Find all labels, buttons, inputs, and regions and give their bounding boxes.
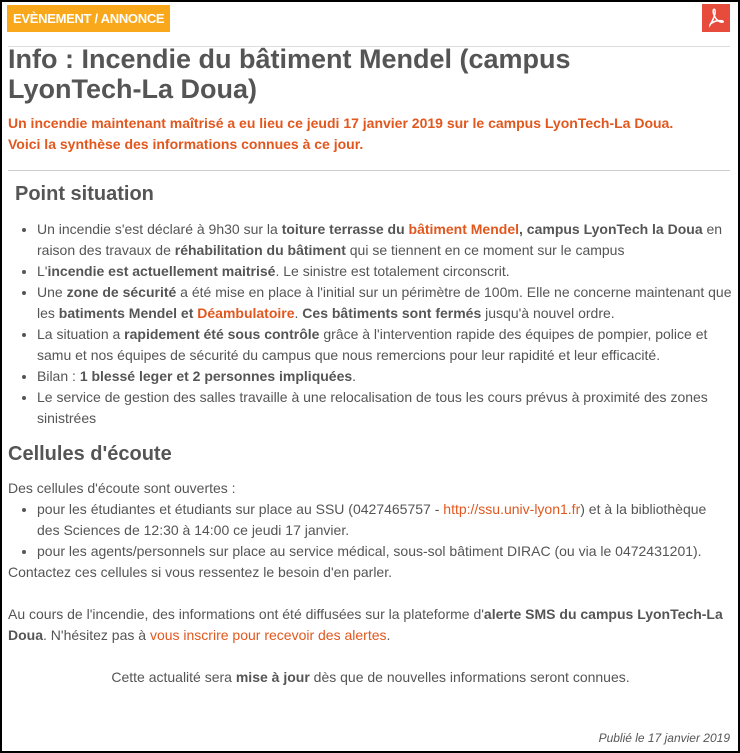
lead-line: Voici la synthèse des informations connues à ce jour. — [8, 136, 364, 152]
list-item — [37, 282, 732, 324]
text: Un incendie s'est déclaré à 9h30 sur la — [37, 221, 282, 237]
inline-link[interactable]: Déambulatoire — [197, 305, 295, 321]
section-heading-cellules: Cellules d'écoute — [8, 443, 172, 465]
inline-link[interactable]: vous inscrire pour recevoir des alertes — [149, 627, 387, 643]
inline-link[interactable]: bâtiment Mendel — [408, 221, 520, 237]
update-paragraph — [8, 667, 733, 688]
cellules-outro: Contactez ces cellules si vous ressentez le besoin d'en parler. — [8, 564, 392, 580]
bold-text: Ces bâtiments sont fermés — [302, 305, 482, 321]
pdf-icon — [707, 8, 725, 28]
divider — [8, 170, 730, 171]
list-item — [37, 219, 732, 261]
text: qui se tiennent en ce moment sur le campus — [345, 242, 625, 258]
text: pour les étudiantes et étudiants sur place au SSU (0427465757 - — [37, 501, 444, 517]
list-item — [37, 499, 732, 541]
pdf-export-button[interactable] — [702, 4, 730, 32]
list-item — [37, 366, 732, 387]
text: jusqu'à nouvel ordre. — [481, 305, 615, 321]
text: L' — [37, 263, 48, 279]
text: . — [352, 368, 357, 384]
text: Bilan : — [37, 368, 80, 384]
bold-text: batiments Mendel et — [58, 305, 198, 321]
inline-link[interactable]: http://ssu.univ-lyon1.fr — [443, 501, 581, 517]
text: . N'hésitez pas à — [43, 627, 150, 643]
text: a été mise en place à l'initial sur un périmètre de 100m. Elle ne concerne maintenant que les — [37, 284, 732, 321]
text: Une — [37, 284, 67, 300]
cellules-list — [20, 499, 732, 562]
text: dès que de nouvelles informations seront connues. — [309, 669, 630, 685]
bold-text: rapidement été sous contrôle — [124, 326, 320, 342]
section-heading-point-situation: Point situation — [15, 183, 154, 205]
text: Cette actualité sera — [111, 669, 236, 685]
text: pour les agents/personnels sur place au service médical, sous-sol bâtiment DIRAC (ou via le 0472431201). — [37, 543, 702, 559]
published-date: Publié le 17 janvier 2019 — [598, 731, 730, 745]
situation-list — [20, 219, 732, 429]
text: . Le sinistre est totalement circonscrit. — [275, 263, 510, 279]
text: ) et à la bibliothèque des Sciences de 12:30 à 14:00 ce jeudi 17 janvier. — [37, 501, 707, 538]
bold-text: réhabilitation du bâtiment — [174, 242, 346, 258]
text: grâce à l'intervention rapide des équipes de pompier, police et samu et nos équipes de sécurité du campus que nous remercions pour leur rapidité et leur efficacité. — [37, 326, 708, 363]
sms-paragraph — [8, 604, 733, 646]
page-title: Info : Incendie du bâtiment Mendel (campus LyonTech-La Doua) — [8, 44, 571, 104]
lead-line: Un incendie maintenant maîtrisé a eu lieu ce jeudi 17 janvier 2019 sur le campus LyonTech-La Doua. — [8, 115, 674, 131]
bold-text: alerte SMS du campus LyonTech-La Doua — [8, 606, 723, 643]
text: Le service de gestion des salles travaille à une relocalisation de tous les cours prévus à proximité des zones sinistrées — [37, 389, 708, 426]
text: . — [386, 627, 391, 643]
bold-text: toiture terrasse du — [281, 221, 409, 237]
list-item — [37, 324, 732, 366]
bold-text: mise à jour — [235, 669, 310, 685]
lead-text — [8, 113, 728, 155]
list-item — [37, 261, 732, 282]
bold-text: incendie est actuellement maitrisé — [47, 263, 276, 279]
text: La situation a — [37, 326, 125, 342]
category-badge[interactable]: EVÈNEMENT / ANNONCE — [7, 5, 170, 32]
text: en raison des travaux de — [37, 221, 723, 258]
list-item — [37, 541, 732, 562]
list-item — [37, 387, 732, 429]
cellules-intro: Des cellules d'écoute sont ouvertes : — [8, 480, 236, 496]
text: Au cours de l'incendie, des informations ont été diffusées sur la plateforme d' — [8, 606, 484, 622]
text: . — [294, 305, 303, 321]
bold-text: , campus LyonTech la Doua — [519, 221, 703, 237]
bold-text: 1 blessé leger et 2 personnes impliquées — [79, 368, 353, 384]
bold-text: zone de sécurité — [66, 284, 177, 300]
